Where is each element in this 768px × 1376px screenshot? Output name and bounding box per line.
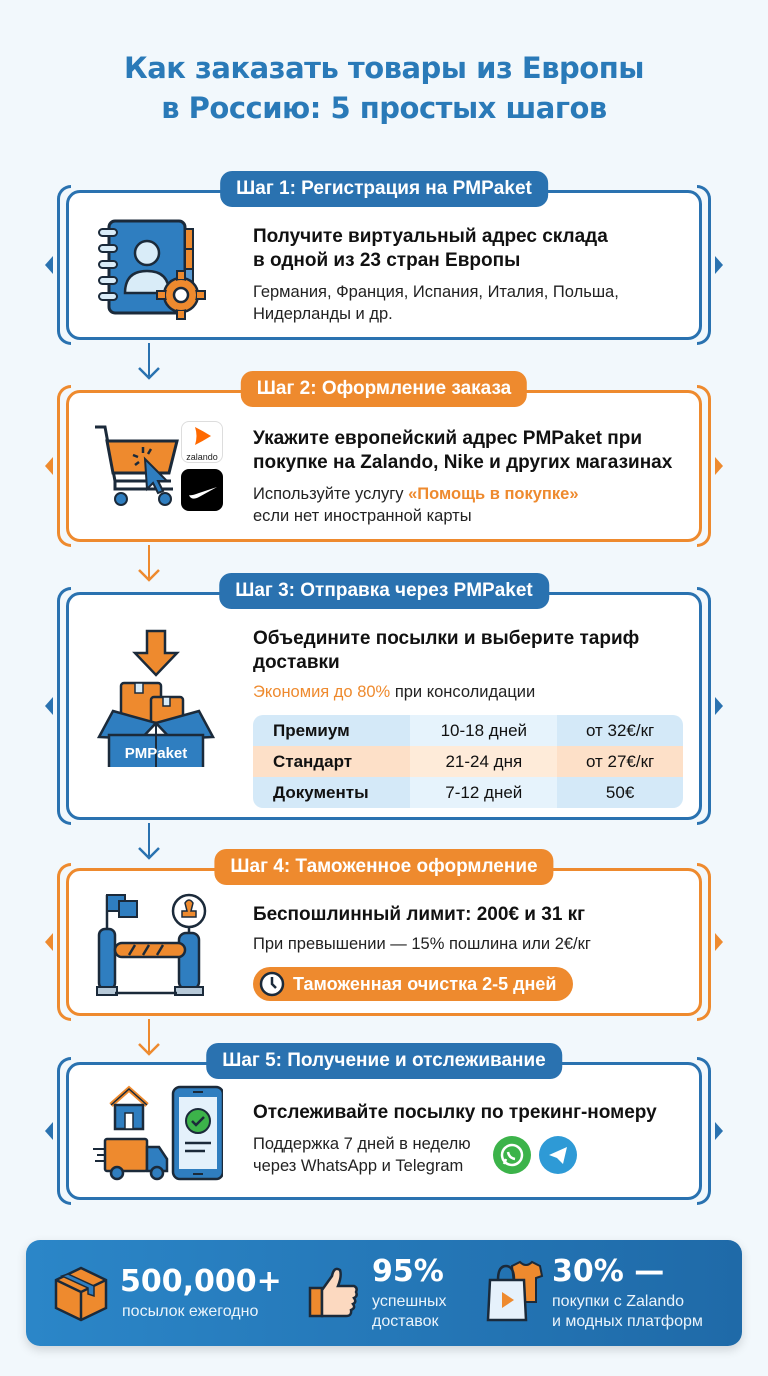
delivery-tracking-icon bbox=[93, 1083, 223, 1188]
bracket-decoration bbox=[697, 863, 711, 1021]
tariff-name: Премиум bbox=[253, 715, 410, 746]
thumbs-up-icon bbox=[308, 1264, 360, 1320]
step-3-heading: Объедините посылки и выберите тариф доставки bbox=[253, 628, 640, 673]
notch-right-icon bbox=[715, 697, 723, 715]
notch-left-icon bbox=[45, 933, 53, 951]
tariff-row-standard[interactable] bbox=[253, 746, 683, 777]
bracket-decoration bbox=[697, 385, 711, 547]
stat-success bbox=[306, 1240, 476, 1346]
step-2-detail bbox=[253, 483, 679, 527]
arrow-down-icon bbox=[137, 846, 161, 860]
step-1-heading bbox=[253, 225, 679, 273]
shopping-cart-click-icon bbox=[93, 421, 183, 516]
page-title-line2: в Россию: 5 простых шагов bbox=[161, 91, 607, 125]
bracket-decoration bbox=[57, 863, 71, 1021]
customs-barrier-icon bbox=[93, 889, 213, 1006]
step-3-card bbox=[66, 580, 702, 820]
zalando-logo bbox=[181, 421, 223, 463]
step-2-heading: Укажите европейский адрес PMPaket при покупке на Zalando, Nike и других магазинах bbox=[253, 428, 673, 473]
purchase-assistance-highlight: «Помощь в покупке» bbox=[408, 485, 579, 503]
step-5-card bbox=[66, 1050, 702, 1200]
bracket-decoration bbox=[697, 185, 711, 345]
stat-parcels-value: 500,000+ bbox=[120, 1264, 282, 1299]
bracket-decoration bbox=[697, 587, 711, 825]
tariff-name: Стандарт bbox=[253, 746, 410, 777]
arrow-down-icon bbox=[137, 568, 161, 582]
nike-logo bbox=[181, 469, 223, 511]
tariff-price: 50€ bbox=[557, 777, 683, 808]
step-2-card bbox=[66, 378, 702, 542]
arrow-down-icon bbox=[137, 366, 161, 380]
arrow-down-icon bbox=[137, 1042, 161, 1056]
stat-parcels-label: посылок ежегодно bbox=[122, 1303, 259, 1320]
shopping-bag-icon bbox=[486, 1258, 544, 1324]
tariff-price: от 27€/кг bbox=[557, 746, 683, 777]
stat-fashion bbox=[486, 1240, 742, 1346]
step-5-heading: Отслеживайте посылку по трекинг-номеру bbox=[253, 1102, 657, 1123]
step-4-heading: Беспошлинный лимит: 200€ и 31 кг bbox=[253, 904, 586, 925]
step-1-heading-line1: Получите виртуальный адрес склада bbox=[253, 226, 608, 247]
step-1-detail: Германия, Франция, Испания, Италия, Польша, Нидерланды и др. bbox=[253, 283, 619, 323]
stat-fashion-label-line1: покупки с Zalando bbox=[552, 1293, 685, 1310]
tariff-row-documents[interactable] bbox=[253, 777, 683, 808]
notch-left-icon bbox=[45, 1122, 53, 1140]
page-title-line1: Как заказать товары из Европы bbox=[124, 51, 644, 85]
bracket-decoration bbox=[697, 1057, 711, 1205]
savings-highlight: Экономия до 80% bbox=[253, 683, 391, 701]
step-5-detail-line2: через WhatsApp и Telegram bbox=[253, 1157, 464, 1175]
step-1-label: Шаг 1: Регистрация на PMPaket bbox=[220, 171, 548, 207]
bracket-decoration bbox=[57, 587, 71, 825]
pmpaket-box-brand: PMPaket bbox=[124, 745, 188, 762]
tariff-price: от 32€/кг bbox=[557, 715, 683, 746]
savings-suffix: при консолидации bbox=[390, 683, 536, 701]
zalando-logo-text: zalando bbox=[186, 452, 218, 462]
notch-left-icon bbox=[45, 256, 53, 274]
step-5-detail-line1: Поддержка 7 дней в неделю bbox=[253, 1135, 471, 1153]
parcel-box-icon bbox=[52, 1264, 110, 1322]
notch-right-icon bbox=[715, 457, 723, 475]
tariff-time: 21-24 дня bbox=[410, 746, 557, 777]
notch-right-icon bbox=[715, 1122, 723, 1140]
customs-clearance-badge bbox=[253, 967, 573, 1001]
stat-fashion-value: 30% — bbox=[552, 1254, 665, 1289]
address-book-gear-icon bbox=[93, 215, 213, 330]
bracket-decoration bbox=[57, 385, 71, 547]
stats-banner bbox=[26, 1240, 742, 1346]
step-2-detail-suffix: если нет иностранной карты bbox=[253, 507, 472, 525]
stat-success-label-line1: успешных bbox=[372, 1293, 447, 1310]
tariffs-table bbox=[253, 715, 683, 808]
step-5-detail-row bbox=[253, 1133, 679, 1177]
tariff-name: Документы bbox=[253, 777, 410, 808]
stat-fashion-label-line2: и модных платформ bbox=[552, 1313, 703, 1330]
step-3-label: Шаг 3: Отправка через PMPaket bbox=[219, 573, 549, 609]
step-4-label: Шаг 4: Таможенное оформление bbox=[214, 849, 553, 885]
step-2-label: Шаг 2: Оформление заказа bbox=[241, 371, 527, 407]
tariff-row-premium[interactable] bbox=[253, 715, 683, 746]
step-5-label: Шаг 5: Получение и отслеживание bbox=[206, 1043, 562, 1079]
notch-right-icon bbox=[715, 256, 723, 274]
step-3-savings bbox=[253, 681, 679, 703]
notch-right-icon bbox=[715, 933, 723, 951]
bracket-decoration bbox=[57, 1057, 71, 1205]
step-1-heading-line2: в одной из 23 стран Европы bbox=[253, 250, 521, 271]
box-consolidation-icon bbox=[93, 627, 219, 772]
tariff-time: 7-12 дней bbox=[410, 777, 557, 808]
social-icons bbox=[493, 1136, 577, 1174]
step-2-detail-prefix: Используйте услугу bbox=[253, 485, 409, 503]
notch-left-icon bbox=[45, 697, 53, 715]
clock-icon bbox=[259, 971, 285, 997]
stat-parcels bbox=[26, 1240, 286, 1346]
whatsapp-icon[interactable] bbox=[493, 1136, 531, 1174]
step-4-card bbox=[66, 856, 702, 1016]
stat-success-value: 95% bbox=[372, 1254, 444, 1289]
notch-left-icon bbox=[45, 457, 53, 475]
bracket-decoration bbox=[57, 185, 71, 345]
page-title bbox=[0, 48, 768, 128]
stat-success-label-line2: доставок bbox=[372, 1313, 439, 1330]
step-1-card bbox=[66, 178, 702, 340]
customs-clearance-text: Таможенная очистка 2-5 дней bbox=[293, 973, 557, 994]
step-4-detail: При превышении — 15% пошлина или 2€/кг bbox=[253, 935, 591, 953]
telegram-icon[interactable] bbox=[539, 1136, 577, 1174]
tariff-time: 10-18 дней bbox=[410, 715, 557, 746]
step-5-detail bbox=[253, 1133, 471, 1177]
